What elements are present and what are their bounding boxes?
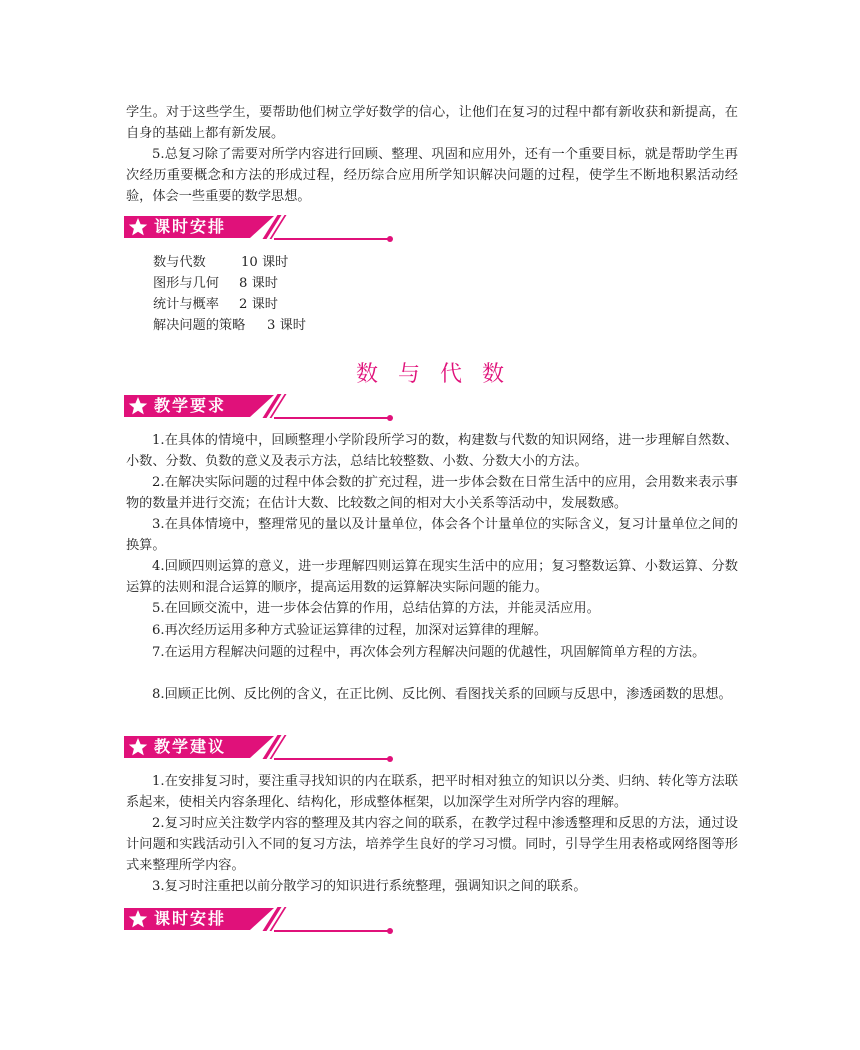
schedule-item [153, 294, 306, 315]
schedule-item [153, 252, 306, 273]
schedule-topic: 数与代数 [153, 255, 206, 270]
suggestion-item-3: 3.复习时注重把以前分散学习的知识进行系统整理，强调知识之间的联系。 [152, 879, 587, 894]
section-banner-schedule [124, 213, 394, 243]
star-icon [128, 396, 148, 416]
star-icon [128, 737, 148, 757]
schedule-item [153, 273, 306, 294]
section-banner-schedule-2 [124, 905, 394, 935]
star-icon [128, 217, 148, 237]
star-icon [128, 909, 148, 929]
requirement-item-2: 2.在解决实际问题的过程中体会数的扩充过程，进一步体会数在日常生活中的应用，会用数来表示事物的数量并进行交流；在估计大数、比较数之间的相对大小关系等活动中，发展数感。 [126, 475, 738, 511]
intro-paragraph-2: 5.总复习除了需要对所学内容进行回顾、整理、巩固和应用外，还有一个重要目标，就是帮助学生再次经历重要概念和方法的形成过程，经历综合应用所学知识解决问题的过程，使学生不断地积累活动经验，体会一些重要的数学思想。 [126, 147, 738, 204]
banner-title: 课时安排 [154, 217, 227, 236]
requirement-item-3: 3.在具体情境中，整理常见的量以及计量单位，体会各个计量单位的实际含义，复习计量单位之间的换算。 [126, 517, 738, 553]
section-banner-requirements [124, 392, 394, 422]
suggestion-item-1: 1.在安排复习时，要注重寻找知识的内在联系，把平时相对独立的知识以分类、归纳、转化等方法联系起来，使相关内容条理化、结构化，形成整体框架，以加深学生对所学内容的理解。 [126, 774, 738, 810]
requirement-item-4: 4.回顾四则运算的意义，进一步理解四则运算在现实生活中的应用；复习整数运算、小数运算、分数运算的法则和混合运算的顺序，提高运用数的运算解决实际问题的能力。 [126, 559, 738, 595]
requirement-item-6: 6.再次经历运用多种方式验证运算律的过程，加深对运算律的理解。 [152, 623, 548, 638]
banner-title: 课时安排 [154, 909, 227, 928]
requirement-item-1: 1.在具体的情境中，回顾整理小学阶段所学习的数，构建数与代数的知识网络，进一步理解自然数、小数、分数、负数的意义及表示方法，总结比较整数、小数、分数大小的方法。 [126, 433, 738, 469]
schedule-item [153, 315, 306, 336]
schedule-topic: 统计与概率 [153, 297, 219, 312]
banner-dot [387, 756, 393, 762]
banner-title: 教学要求 [154, 396, 227, 415]
banner-rule [274, 417, 389, 419]
banner-rule [274, 758, 389, 760]
section-title: 数与代数 [355, 362, 524, 387]
requirement-item-7: 7.在运用方程解决问题的过程中，再次体会列方程解决问题的优越性，巩固解简单方程的方法。 [152, 645, 706, 660]
banner-rule [274, 238, 389, 240]
schedule-hours: 2 课时 [239, 297, 278, 312]
schedule-hours: 8 课时 [239, 276, 278, 291]
banner-rule [274, 930, 389, 932]
requirement-item-5: 5.在回顾交流中，进一步体会估算的作用，总结估算的方法，并能灵活应用。 [152, 601, 600, 616]
banner-dot [387, 236, 393, 242]
schedule-hours: 10 课时 [241, 255, 289, 270]
banner-title: 教学建议 [154, 737, 227, 756]
intro-paragraph-1: 学生。对于这些学生，要帮助他们树立学好数学的信心，让他们在复习的过程中都有新收获和新提高，在自身的基础上都有新发展。 [126, 105, 738, 141]
banner-dot [387, 928, 393, 934]
schedule-topic: 解决问题的策略 [153, 318, 246, 333]
schedule-list [153, 252, 306, 336]
schedule-hours: 3 课时 [267, 318, 306, 333]
section-banner-suggestions [124, 733, 394, 763]
suggestion-item-2: 2.复习时应关注数学内容的整理及其内容之间的联系，在教学过程中渗透整理和反思的方法，通过设计问题和实践活动引入不同的复习方法，培养学生良好的学习习惯。同时，引导学生用表格或网络图等形式来整理所学内容。 [126, 816, 738, 873]
requirement-item-8: 8.回顾正比例、反比例的含义，在正比例、反比例、看图找关系的回顾与反思中，渗透函数的思想。 [152, 687, 732, 702]
banner-dot [387, 415, 393, 421]
schedule-topic: 图形与几何 [153, 276, 219, 291]
